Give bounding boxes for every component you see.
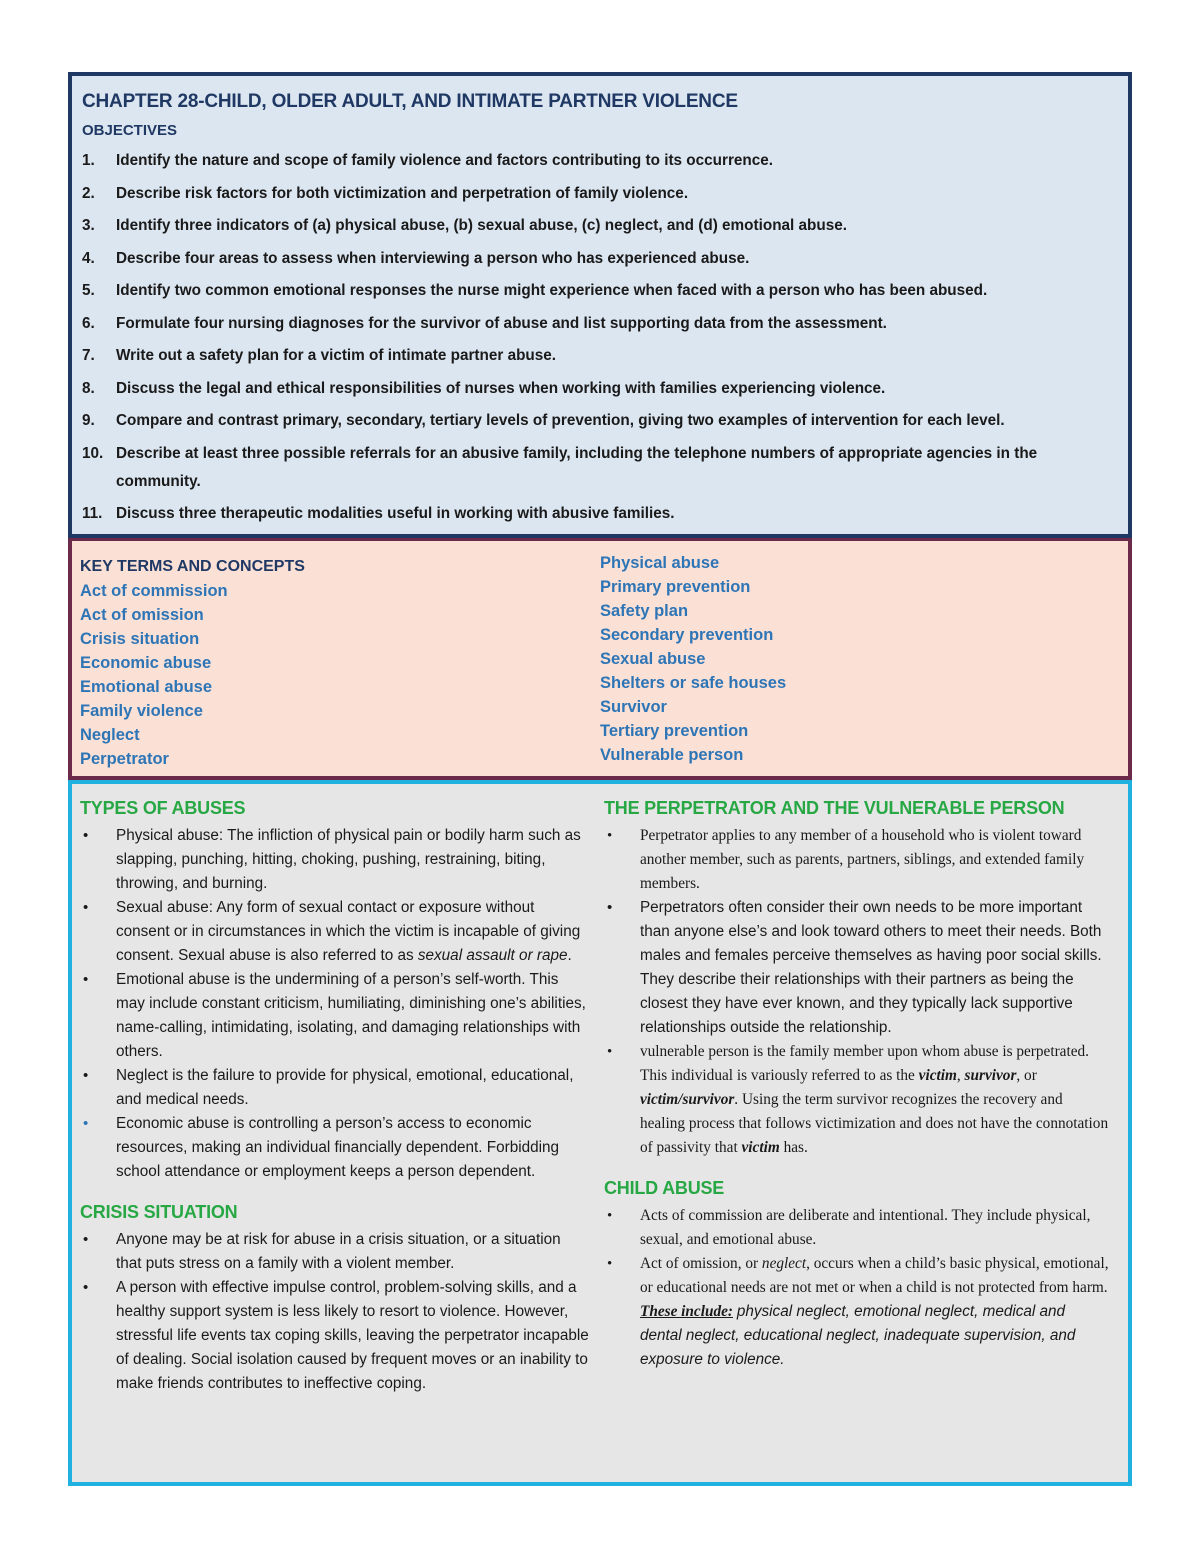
key-term[interactable]: Act of omission bbox=[80, 606, 204, 624]
objective-item: 8. Discuss the legal and ethical responsibilities of nurses when working with families experiencing violence. bbox=[82, 379, 886, 397]
child-abuse-heading: CHILD ABUSE bbox=[603, 1178, 725, 1198]
key-term[interactable]: Safety plan bbox=[600, 602, 689, 620]
perpetrator-list bbox=[604, 824, 1110, 1160]
list-item: • Acts of commission are deliberate and intentional. They include physical, sexual, and emotional abuse. bbox=[604, 1204, 1110, 1252]
right-content-column bbox=[600, 796, 1120, 1396]
bullet-icon: • bbox=[83, 1231, 89, 1248]
key-term[interactable]: Primary prevention bbox=[600, 578, 751, 596]
bullet-icon: • bbox=[83, 1067, 89, 1084]
bullet-icon: • bbox=[83, 899, 89, 916]
key-term[interactable]: Crisis situation bbox=[80, 630, 200, 648]
child-abuse-list bbox=[604, 1204, 1110, 1372]
objective-item: 10. Describe at least three possible referrals for an abusive family, including the telephone numbers of appropriate agencies in the community. bbox=[82, 444, 1038, 490]
bullet-icon: • bbox=[606, 1208, 613, 1224]
key-term[interactable]: Perpetrator bbox=[80, 750, 169, 768]
bullet-icon: • bbox=[606, 828, 613, 844]
left-content-column bbox=[80, 796, 600, 1396]
list-item: • A person with effective impulse control, problem-solving skills, and a healthy support system is less likely to resort to violence. However, stressful life events tax coping skills, leaving the perpetrator incapable of dealing. Social isolation caused by frequent moves or an inability to make friends contributes to ineffective coping. bbox=[80, 1276, 590, 1396]
list-item: • Anyone may be at risk for abuse in a crisis situation, or a situation that puts stress on a family with a violent member. bbox=[80, 1228, 590, 1276]
key-term[interactable]: Emotional abuse bbox=[80, 678, 213, 696]
key-term[interactable]: Vulnerable person bbox=[600, 746, 744, 764]
bullet-icon: • bbox=[83, 971, 89, 988]
key-terms-left-column bbox=[80, 551, 600, 771]
key-term[interactable]: Act of commission bbox=[80, 582, 228, 600]
objective-item: 4. Describe four areas to assess when interviewing a person who has experienced abuse. bbox=[82, 249, 750, 267]
crisis-situation-heading: CRISIS SITUATION bbox=[80, 1202, 238, 1222]
objective-item: 11. Discuss three therapeutic modalities useful in working with abusive families. bbox=[82, 505, 675, 522]
list-item: • Emotional abuse is the undermining of a person’s self-worth. This may include constant criticism, humiliating, diminishing one’s abilities, name-calling, intimidating, isolating, and damaging relationships with others. bbox=[80, 968, 590, 1064]
types-of-abuses-list bbox=[80, 824, 590, 1184]
list-item: • Perpetrators often consider their own needs to be more important than anyone else’s and look toward others to meet their needs. Both males and females perceive themselves as having poor social skills. They describe their relationships with their partners as being the closest they have ever known, and they typically lack supportive relationships outside the relationship. bbox=[604, 896, 1110, 1040]
objectives-heading: OBJECTIVES bbox=[82, 122, 178, 139]
objective-item: 6. Formulate four nursing diagnoses for the survivor of abuse and list supporting data from the assessment. bbox=[82, 314, 887, 332]
key-term[interactable]: Secondary prevention bbox=[600, 626, 774, 644]
bullet-icon: • bbox=[606, 1256, 613, 1272]
objectives-list bbox=[82, 147, 1120, 528]
key-term[interactable]: Shelters or safe houses bbox=[600, 674, 787, 692]
list-item: • Perpetrator applies to any member of a household who is violent toward another member, such as parents, partners, siblings, and extended family members. bbox=[604, 824, 1110, 896]
bullet-icon: • bbox=[83, 827, 89, 844]
objective-item: 2. Describe risk factors for both victimization and perpetration of family violence. bbox=[82, 184, 689, 202]
list-item: • Sexual abuse: Any form of sexual contact or exposure without consent or in circumstances in which the victim is incapable of giving consent. Sexual abuse is also referred to as sexual assault or rape. bbox=[80, 896, 590, 968]
key-term[interactable]: Survivor bbox=[600, 698, 667, 716]
list-item: • vulnerable person is the family member upon whom abuse is perpetrated. This individual is variously referred to as the victim, survivor, or victim/survivor. Using the term survivor recognizes the recovery and healing process that follows victimization and does not have the connotation of passivity that victim has. bbox=[604, 1040, 1110, 1160]
key-terms-heading: KEY TERMS AND CONCEPTS bbox=[80, 558, 305, 575]
key-terms-panel bbox=[68, 538, 1132, 780]
objectives-panel bbox=[68, 72, 1132, 538]
list-item: • Neglect is the failure to provide for physical, emotional, educational, and medical needs. bbox=[80, 1064, 590, 1112]
key-term[interactable]: Physical abuse bbox=[600, 554, 720, 572]
list-item: • Physical abuse: The infliction of physical pain or bodily harm such as slapping, punching, hitting, choking, pushing, restraining, biting, throwing, and burning. bbox=[80, 824, 590, 896]
list-item: • Economic abuse is controlling a person’s access to economic resources, making an individual financially dependent. Forbidding school attendance or employment keeps a person dependent. bbox=[80, 1112, 590, 1184]
key-term[interactable]: Economic abuse bbox=[80, 654, 212, 672]
perpetrator-heading: THE PERPETRATOR AND THE VULNERABLE PERSON bbox=[603, 798, 1065, 818]
key-term[interactable]: Tertiary prevention bbox=[600, 722, 749, 740]
bullet-icon: • bbox=[606, 1044, 613, 1060]
bullet-icon: • bbox=[83, 1279, 89, 1296]
bullet-icon: • bbox=[606, 899, 613, 916]
bullet-icon: • bbox=[83, 1115, 89, 1132]
key-term[interactable]: Neglect bbox=[80, 726, 140, 744]
content-panel bbox=[68, 780, 1132, 1486]
objective-item: 1. Identify the nature and scope of family violence and factors contributing to its occurrence. bbox=[82, 152, 774, 169]
objective-item: 7. Write out a safety plan for a victim of intimate partner abuse. bbox=[82, 347, 557, 364]
objective-item: 3. Identify three indicators of (a) physical abuse, (b) sexual abuse, (c) neglect, and (d) emotional abuse. bbox=[82, 217, 848, 234]
crisis-situation-list bbox=[80, 1228, 590, 1396]
objective-item: 5. Identify two common emotional responses the nurse might experience when faced with a person who has been abused. bbox=[82, 282, 988, 299]
key-term[interactable]: Sexual abuse bbox=[600, 650, 706, 668]
chapter-title: CHAPTER 28-CHILD, OLDER ADULT, AND INTIMATE PARTNER VIOLENCE bbox=[82, 91, 738, 112]
list-item: • Act of omission, or neglect, occurs when a child’s basic physical, emotional, or educational needs are not met or when a child is not protected from harm. These include: physical neglect, emotional neglect, medical and dental neglect, educational neglect, inadequate supervision, and exposure to violence. bbox=[604, 1252, 1110, 1372]
types-of-abuses-heading: TYPES OF ABUSES bbox=[80, 798, 246, 818]
key-term[interactable]: Family violence bbox=[80, 702, 203, 720]
key-terms-right-column bbox=[600, 551, 1120, 771]
objective-item: 9. Compare and contrast primary, secondary, tertiary levels of prevention, giving two examples of intervention for each level. bbox=[82, 412, 1005, 429]
